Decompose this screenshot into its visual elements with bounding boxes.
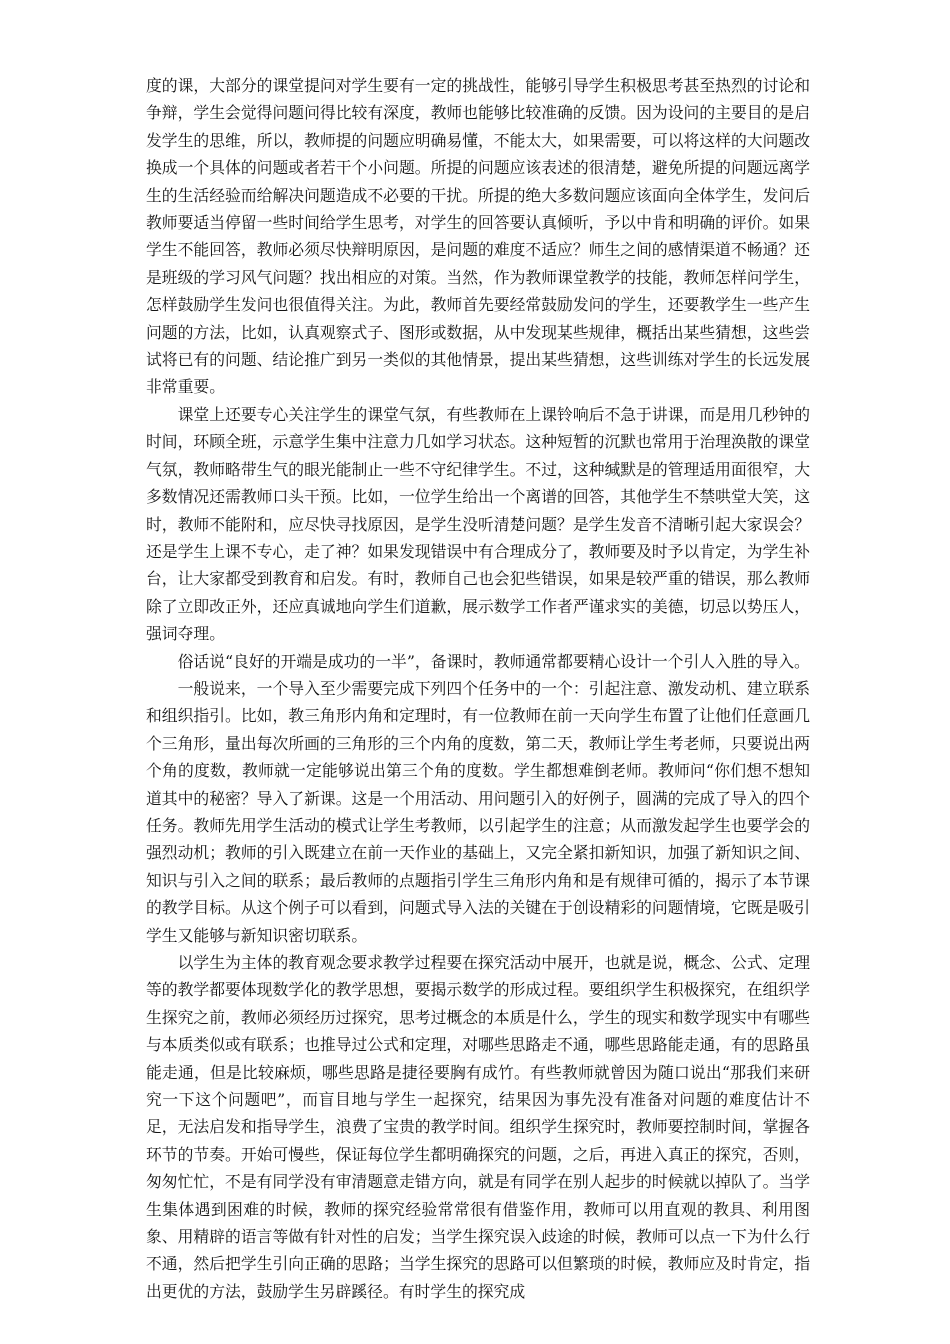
paragraph-introduction-tasks: 一般说来，一个导入至少需要完成下列四个任务中的一个：引起注意、激发动机、建立联系和组织指引。比如，教三角形内角和定理时，有一位教师在前一天向学生布置了让他们任意画几个三角形，量出每次所画的三角形的三个内角的度数，第二天，教师让学生考老师，只要说出两个角的度数，教师就一定能够说出第三个角的度数。学生都想难倒老师。教师问“你们想不想知道其中的秘密？导入了新课。这是一个用活动、用问题引入的好例子，圆满的完成了导入的四个任务。教师先用学生活动的模式让学生考教师，以引起学生的注意；从而激发起学生也要学会的强烈动机；教师的引入既建立在前一天作业的基础上，又完全紧扣新知识，加强了新知识之间、知识与引入之间的联系；最后教师的点题指引学生三角形内角和是有规律可循的，揭示了本节课的教学目标。从这个例子可以看到，问题式导入法的关键在于创设精彩的问题情境，它既是吸引学生又能够与新知识密切联系。 bbox=[146, 678, 810, 945]
paragraph-classroom-atmosphere: 课堂上还要专心关注学生的课堂气氛，有些教师在上课铃响后不急于讲课，而是用几秒钟的时间，环顾全班，示意学生集中注意力几如学习状态。这种短暂的沉默也常用于治理涣散的课堂气氛，教师略带生气的眼光能制止一些不守纪律学生。不过，这种缄默是的管理适用面很窄，大多数情况还需教师口头干预。比如，一位学生给出一个离谱的回答，其他学生不禁哄堂大笑，这时，教师不能附和，应尽快寻找原因，是学生没听清楚问题？是学生发音不清晰引起大家误会？还是学生上课不专心，走了神？如果发现错误中有合理成分了，教师要及时予以肯定，为学生补台，让大家都受到教育和启发。有时，教师自己也会犯些错误，如果是较严重的错误，那么教师除了立即改正外，还应真诚地向学生们道歉，展示数学工作者严谨求实的美德，切忌以势压人，强词夺理。 bbox=[146, 404, 810, 644]
document-body bbox=[146, 72, 810, 1305]
paragraph-inquiry-teaching: 以学生为主体的教育观念要求教学过程要在探究活动中展开，也就是说，概念、公式、定理等的教学都要体现数学化的教学思想，要揭示数学的形成过程。要组织学生积极探究，在组织学生探究之前，教师必须经历过探究，思考过概念的本质是什么，学生的现实和数学现实中有哪些与本质类似或有联系；也推导过公式和定理，对哪些思路走不通，哪些思路能走通，有的思路虽能走通，但是比较麻烦，哪些思路是捷径要胸有成竹。有些教师就曾因为随口说出“那我们来研究一下这个问题吧”，而盲目地与学生一起探究，结果因为事先没有准备对问题的难度估计不足，无法启发和指导学生，浪费了宝贵的教学时间。组织学生探究时，教师要控制时间，掌握各环节的节奏。开始可慢些，保证每位学生都明确探究的问题，之后，再进入真正的探究，否则，匆匆忙忙，不是有同学没有审清题意走错方向，就是有同学在别人起步的时候就以掉队了。当学生集体遇到困难的时候，教师的探究经验常常很有借鉴作用，教师可以用直观的教具、利用图象、用精辟的语言等做有针对性的启发；当学生探究误入歧途的时候，教师可以点一下为什么行不通，然后把学生引向正确的思路；当学生探究的思路可以但繁琐的时候，教师应及时肯定，指出更优的方法，鼓励学生另辟蹊径。有时学生的探究成 bbox=[146, 953, 810, 1301]
paragraph-proverb: 俗话说“良好的开端是成功的一半”，备课时，教师通常都要精心设计一个引人入胜的导入。 bbox=[177, 651, 810, 671]
paragraph-continued: 度的课，大部分的课堂提问对学生要有一定的挑战性，能够引导学生积极思考甚至热烈的讨论和争辩，学生会觉得问题问得比较有深度，教师也能够比较准确的反馈。因为设问的主要目的是启发学生的思维，所以，教师提的问题应明确易懂，不能太大，如果需要，可以将这样的大问题改换成一个具体的问题或者若干个小问题。所提的问题应该表述的很清楚，避免所提的问题远离学生的生活经验而给解决问题造成不必要的干扰。所提的绝大多数问题应该面向全体学生，发问后教师要适当停留一些时间给学生思考，对学生的回答要认真倾听，予以中肯和明确的评价。如果学生不能回答，教师必须尽快辩明原因，是问题的难度不适应？师生之间的感情渠道不畅通？还是班级的学习风气问题？找出相应的对策。当然，作为教师课堂教学的技能，教师怎样问学生，怎样鼓励学生发问也很值得关注。为此，教师首先要经常鼓励发问的学生，还要教学生一些产生问题的方法，比如，认真观察式子、图形或数据，从中发现某些规律，概括出某些猜想，这些尝试将已有的问题、结论推广到另一类似的其他情景，提出某些猜想，这些训练对学生的长远发展非常重要。 bbox=[146, 76, 810, 397]
